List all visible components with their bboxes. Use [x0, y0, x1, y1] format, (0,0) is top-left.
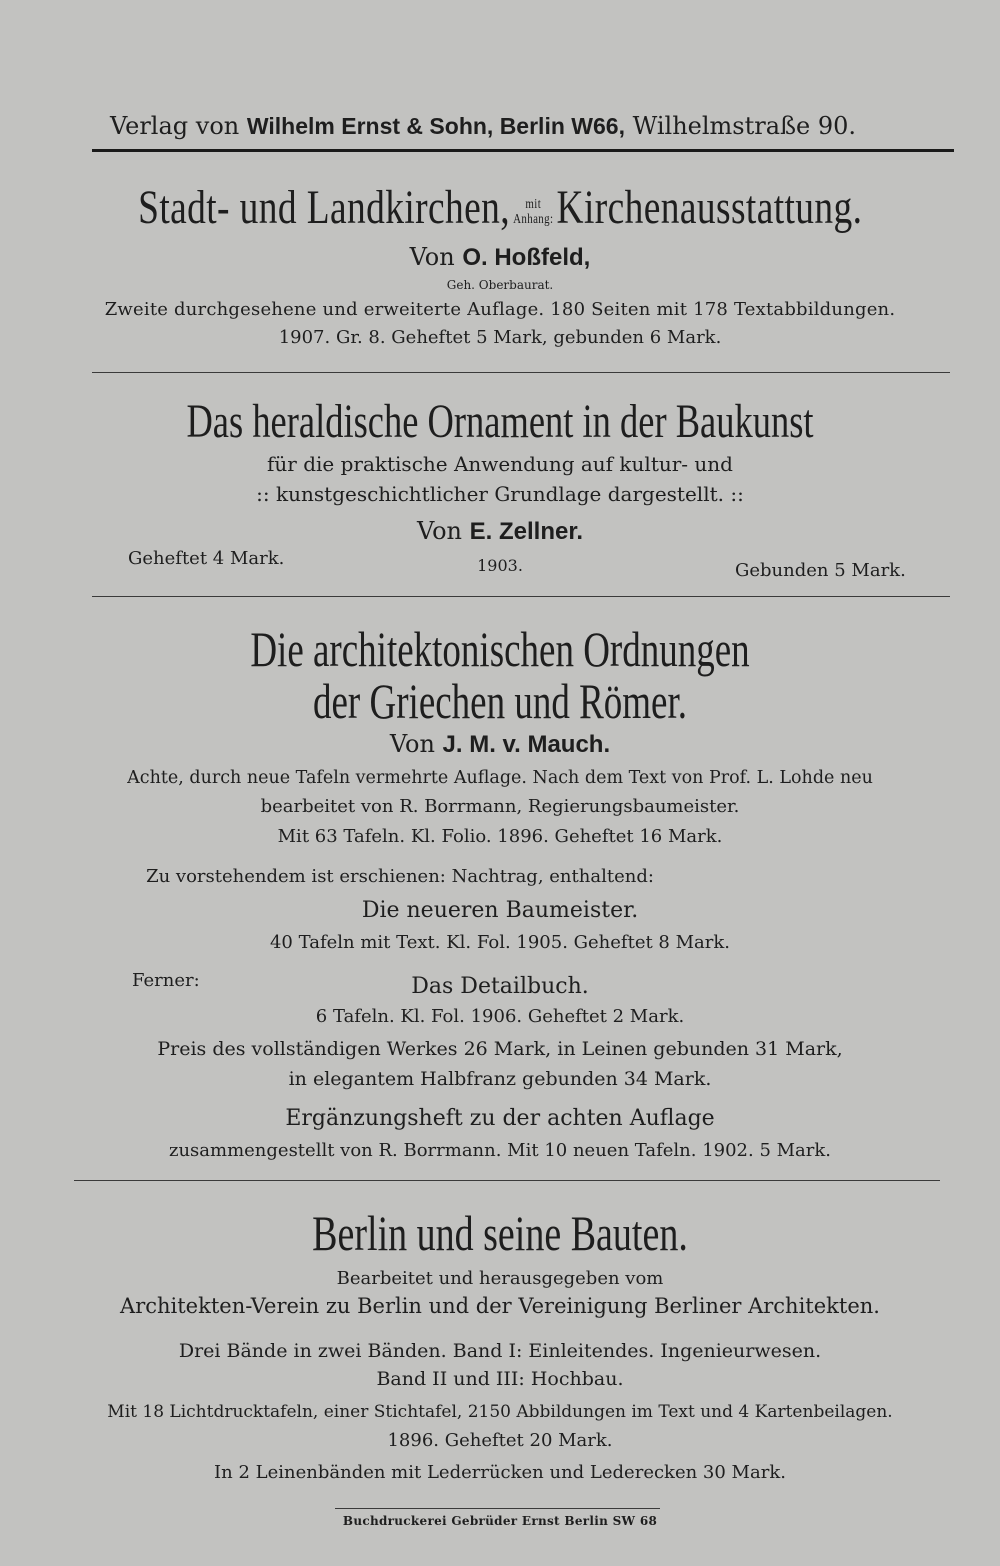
book3-detail-line: 6 Tafeln. Kl. Fol. 1906. Geheftet 2 Mark.	[315, 1006, 685, 1027]
book4-line2: Band II und III: Hochbau.	[376, 1368, 624, 1390]
header-prefix: Verlag von	[110, 112, 240, 140]
book3-title2: der Griechen und Römer.	[312, 673, 688, 729]
book1-author-title: Geh. Oberbaurat.	[446, 278, 554, 292]
book4-title: Berlin und seine Bauten.	[312, 1205, 688, 1261]
book3-author-prefix: Von	[389, 730, 435, 758]
book3-author: J. M. v. Mauch.	[442, 731, 611, 758]
book3-detail-title: Das Detailbuch.	[411, 974, 589, 999]
book2-title: Das heraldische Ornament in der Baukunst	[186, 395, 814, 448]
book4-line1: Drei Bände in zwei Bänden. Band I: Einleitendes. Ingenieurwesen.	[178, 1340, 822, 1362]
book3-supp-title: Die neueren Baumeister.	[361, 898, 639, 923]
book2-author-prefix: Von	[416, 517, 462, 545]
book1-rule	[92, 372, 950, 373]
book3-rule	[74, 1180, 940, 1181]
book3-author-line	[0, 730, 1000, 759]
printer-imprint: Buchdruckerei Gebrüder Ernst Berlin SW 68	[342, 1514, 658, 1528]
book1-title	[0, 180, 1000, 235]
book1-line2: 1907. Gr. 8. Geheftet 5 Mark, gebunden 6 Mark.	[278, 327, 722, 348]
book3-supp-intro: Zu vorstehendem ist erschienen: Nachtrag, enthaltend:	[146, 866, 654, 887]
header-rule	[92, 149, 954, 152]
book3-line1: Achte, durch neue Tafeln vermehrte Auflage. Nach dem Text von Prof. L. Lohde neu	[127, 768, 873, 788]
book3-supp-line: 40 Tafeln mit Text. Kl. Fol. 1905. Geheftet 8 Mark.	[269, 932, 730, 953]
book4-sub1: Bearbeitet und herausgegeben vom	[336, 1268, 664, 1289]
book2-sub1: für die praktische Anwendung auf kultur- und	[267, 452, 733, 476]
book3-price2: in elegantem Halbfranz gebunden 34 Mark.	[288, 1068, 712, 1090]
book4-sub2: Architekten-Verein zu Berlin und der Vereinigung Berliner Architekten.	[120, 1294, 880, 1318]
publisher-header	[110, 112, 940, 140]
book4-line4: 1896. Geheftet 20 Mark.	[387, 1430, 613, 1451]
book1-author: O. Hoßfeld,	[462, 244, 591, 271]
book1-author-prefix: Von	[409, 243, 455, 271]
book3-ferner: Ferner:	[132, 970, 200, 991]
book3-title1: Die architektonischen Ordnungen	[250, 621, 750, 677]
book2-price-left: Geheftet 4 Mark.	[128, 548, 285, 569]
book2-author: E. Zellner.	[469, 518, 584, 545]
book3-erg-line: zusammengestellt von R. Borrmann. Mit 10 neuen Tafeln. 1902. 5 Mark.	[168, 1140, 832, 1161]
book1-line1: Zweite durchgesehene und erweiterte Auflage. 180 Seiten mit 178 Textabbildungen.	[104, 299, 896, 320]
book4-line5: In 2 Leinenbänden mit Lederrücken und Lederecken 30 Mark.	[214, 1462, 786, 1483]
book4-line3: Mit 18 Lichtdrucktafeln, einer Stichtafel, 2150 Abbildungen im Text und 4 Kartenbeilagen.	[107, 1402, 893, 1422]
book1-title-left: Stadt- und Landkirchen,	[137, 181, 510, 234]
book1-mit-anhang	[513, 197, 553, 227]
book2-author-line	[0, 517, 1000, 546]
book3-price1: Preis des vollständigen Werkes 26 Mark, in Leinen gebunden 31 Mark,	[157, 1038, 843, 1060]
book2-rule	[92, 596, 950, 597]
book1-mit: mit	[525, 196, 541, 212]
book3-line2: bearbeitet von R. Borrmann, Regierungsbaumeister.	[260, 796, 740, 817]
book1-anhang: Anhang:	[512, 211, 554, 227]
book3-erg-title: Ergänzungsheft zu der achten Auflage	[285, 1106, 715, 1131]
book1-author-line	[0, 243, 1000, 272]
book1-title-right: Kirchenausstattung.	[556, 181, 863, 234]
header-address: Wilhelmstraße 90.	[632, 112, 857, 140]
book2-sub2: :: kunstgeschichtlicher Grundlage dargestellt. ::	[256, 482, 744, 506]
footer-rule	[335, 1508, 660, 1509]
header-publisher: Wilhelm Ernst & Sohn, Berlin W66,	[246, 113, 625, 139]
book2-price-right: Gebunden 5 Mark.	[735, 560, 906, 581]
book3-line3: Mit 63 Tafeln. Kl. Folio. 1896. Geheftet 16 Mark.	[277, 826, 723, 847]
book2-year: 1903.	[477, 556, 523, 575]
